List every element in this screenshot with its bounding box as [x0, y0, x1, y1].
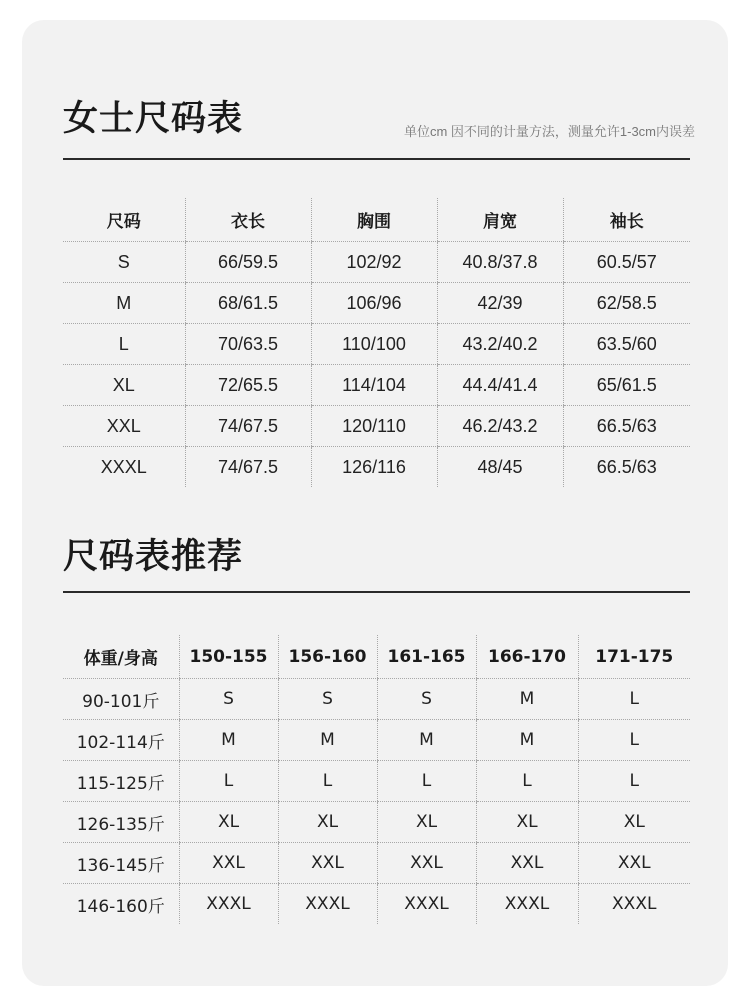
- column-header: 袖长: [563, 198, 690, 242]
- table-cell: M: [278, 720, 377, 761]
- table-row: [63, 447, 690, 488]
- table-row: [63, 802, 690, 843]
- column-header: 156-160: [278, 635, 377, 679]
- table-cell: S: [63, 242, 185, 283]
- table-cell: 42/39: [437, 283, 563, 324]
- column-header: 尺码: [63, 198, 185, 242]
- table-cell: XXL: [278, 843, 377, 884]
- table-cell: XXL: [63, 406, 185, 447]
- table-row: [63, 679, 690, 720]
- table-cell: S: [179, 679, 278, 720]
- table-cell: M: [377, 720, 476, 761]
- table-cell: XXL: [578, 843, 690, 884]
- table-cell: 62/58.5: [563, 283, 690, 324]
- table-row: [63, 365, 690, 406]
- row-header: 136-145斤: [63, 843, 179, 884]
- column-header: 150-155: [179, 635, 278, 679]
- table-cell: 74/67.5: [185, 406, 311, 447]
- table-row: [63, 406, 690, 447]
- row-header: 115-125斤: [63, 761, 179, 802]
- table-cell: 114/104: [311, 365, 437, 406]
- table-cell: L: [578, 720, 690, 761]
- table-cell: 44.4/41.4: [437, 365, 563, 406]
- table-cell: L: [578, 761, 690, 802]
- table-cell: XL: [63, 365, 185, 406]
- table-cell: 65/61.5: [563, 365, 690, 406]
- table-row: [63, 761, 690, 802]
- row-header: 146-160斤: [76, 896, 165, 917]
- table-cell: XL: [278, 802, 377, 843]
- recommend-table: [63, 635, 690, 924]
- table-cell: XL: [179, 802, 278, 843]
- table-cell: 66/59.5: [185, 242, 311, 283]
- table-cell: L: [179, 761, 278, 802]
- recommend-divider: [63, 591, 690, 593]
- table-cell: M: [476, 720, 578, 761]
- table-cell: 60.5/57: [563, 242, 690, 283]
- table-cell: XL: [476, 802, 578, 843]
- table-cell: 66.5/63: [563, 406, 690, 447]
- column-header: 166-170: [476, 635, 578, 679]
- column-header: 衣长: [185, 198, 311, 242]
- table-cell: 43.2/40.2: [437, 324, 563, 365]
- table-cell: S: [278, 679, 377, 720]
- table-cell: 63.5/60: [563, 324, 690, 365]
- table-cell: 70/63.5: [185, 324, 311, 365]
- column-header: 胸围: [311, 198, 437, 242]
- column-header: 肩宽: [437, 198, 563, 242]
- table-header-row: [63, 635, 690, 679]
- table-cell: 46.2/43.2: [437, 406, 563, 447]
- table-cell: 106/96: [311, 283, 437, 324]
- size-chart-table: [63, 198, 690, 487]
- measurement-note: 单位cm 因不同的计量方法，测量允许1-3cm内误差: [403, 124, 695, 139]
- table-cell: S: [377, 679, 476, 720]
- table-cell: 48/45: [437, 447, 563, 488]
- table-cell: 68/61.5: [185, 283, 311, 324]
- column-header: 体重/身高: [63, 635, 179, 679]
- table-cell: 102/92: [311, 242, 437, 283]
- table-cell: 66.5/63: [563, 447, 690, 488]
- table-cell: XXXL: [100, 456, 147, 477]
- table-cell: L: [578, 679, 690, 720]
- table-cell: L: [476, 761, 578, 802]
- table-cell: L: [377, 761, 476, 802]
- table-cell: XXXL: [377, 884, 476, 925]
- column-header: 161-165: [377, 635, 476, 679]
- table-cell: L: [63, 324, 185, 365]
- table-header-row: [63, 198, 690, 242]
- column-header: 171-175: [578, 635, 690, 679]
- table-cell: 126/116: [311, 447, 437, 488]
- row-header: 126-135斤: [63, 802, 179, 843]
- table-row: [63, 283, 690, 324]
- size-chart-divider: [63, 158, 690, 160]
- table-row: [63, 242, 690, 283]
- table-row: [63, 324, 690, 365]
- table-cell: XXL: [179, 843, 278, 884]
- table-cell: 74/67.5: [185, 447, 311, 488]
- table-cell: XXXL: [476, 884, 578, 925]
- table-cell: XXL: [377, 843, 476, 884]
- table-cell: XXXL: [179, 884, 278, 925]
- table-cell: XXXL: [578, 884, 690, 925]
- row-header: 90-101斤: [63, 679, 179, 720]
- recommend-title: 尺码表推荐: [63, 537, 244, 577]
- size-chart-title: 女士尺码表: [63, 99, 244, 139]
- table-cell: 40.8/37.8: [437, 242, 563, 283]
- table-cell: XXXL: [278, 884, 377, 925]
- table-cell: M: [476, 679, 578, 720]
- table-cell: M: [63, 283, 185, 324]
- table-cell: XL: [377, 802, 476, 843]
- table-cell: 110/100: [311, 324, 437, 365]
- table-row: [63, 884, 690, 925]
- row-header: 102-114斤: [63, 720, 179, 761]
- table-cell: L: [278, 761, 377, 802]
- table-row: [63, 720, 690, 761]
- table-cell: M: [179, 720, 278, 761]
- table-cell: XXL: [476, 843, 578, 884]
- table-row: [63, 843, 690, 884]
- table-cell: XL: [578, 802, 690, 843]
- table-cell: 120/110: [311, 406, 437, 447]
- table-cell: 72/65.5: [185, 365, 311, 406]
